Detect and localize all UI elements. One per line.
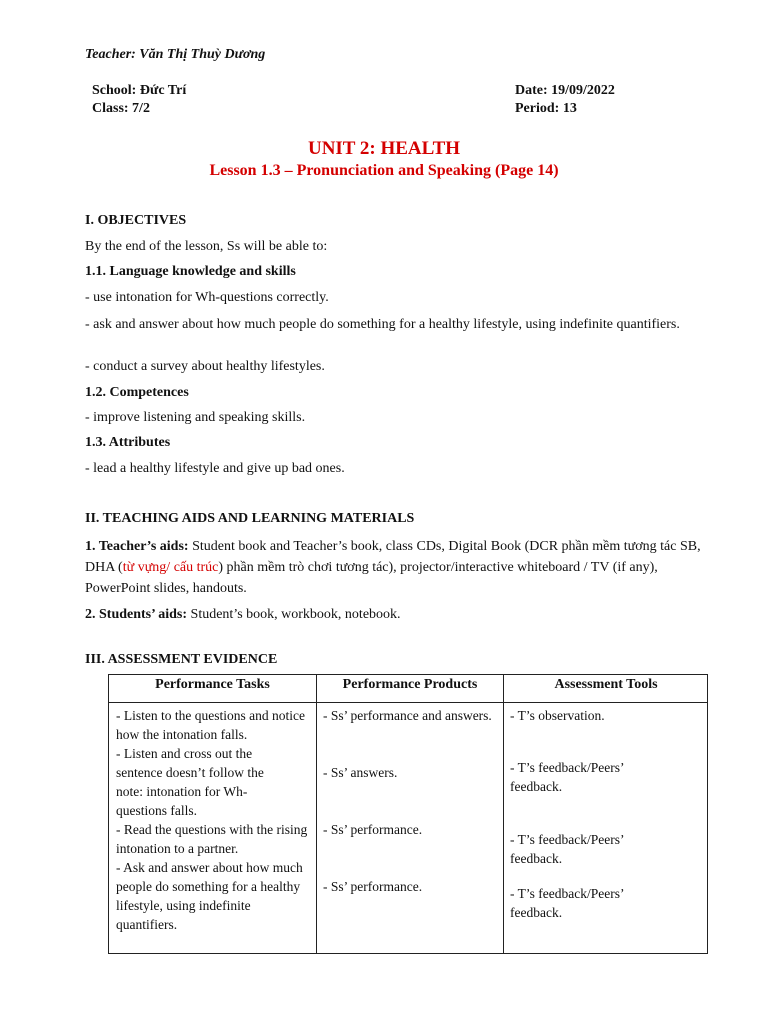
objective-item: - conduct a survey about healthy lifestyles.	[85, 359, 325, 374]
unit-title: UNIT 2: HEALTH	[307, 138, 461, 159]
attribute-item: - lead a healthy lifestyle and give up bad ones.	[85, 461, 345, 476]
class-name: Class: 7/2	[92, 101, 150, 116]
school-name: School: Đức Trí	[92, 83, 187, 98]
column-header-tools: Assessment Tools	[554, 677, 658, 692]
table-cell-task: - Listen to the questions and notice how the intonation falls.	[116, 708, 305, 742]
teacher-aids-paragraph	[85, 536, 715, 599]
table-column-divider	[316, 675, 317, 953]
students-aids-paragraph	[85, 604, 715, 625]
teacher-name: Teacher: Văn Thị Thuỳ Dương	[85, 47, 266, 62]
lesson-date: Date: 19/09/2022	[515, 83, 615, 98]
objective-item: - use intonation for Wh-questions correctly.	[85, 290, 329, 305]
table-cell-task: - Listen and cross out the sentence doesn’t follow the note: intonation for Wh-questions falls.	[116, 746, 264, 818]
assessment-table	[108, 674, 708, 954]
table-cell-product: - Ss’ answers.	[323, 765, 398, 780]
lesson-period: Period: 13	[515, 101, 577, 116]
teacher-aids-highlight: từ vựng/ cấu trúc	[122, 560, 219, 575]
language-skills-heading: 1.1. Language knowledge and skills	[85, 264, 296, 279]
column-header-products: Performance Products	[342, 677, 478, 692]
lesson-title: Lesson 1.3 – Pronunciation and Speaking (Page 14)	[209, 162, 559, 179]
table-header-divider	[109, 702, 707, 703]
students-aids-label: 2. Students’ aids:	[85, 607, 188, 622]
column-header-tasks: Performance Tasks	[155, 677, 270, 692]
table-cell-tool: - T’s observation.	[510, 708, 605, 723]
competence-item: - improve listening and speaking skills.	[85, 410, 306, 425]
table-cell-product: - Ss’ performance.	[323, 879, 423, 894]
objectives-heading: I. OBJECTIVES	[85, 213, 187, 228]
table-column-divider	[503, 675, 504, 953]
assessment-heading: III. ASSESSMENT EVIDENCE	[85, 652, 278, 667]
objective-item: - ask and answer about how much people do something for a healthy lifestyle, using indefinite quantifiers.	[85, 317, 680, 332]
table-cell-product: - Ss’ performance and answers.	[323, 708, 492, 723]
students-aids-text: Student’s book, workbook, notebook.	[187, 607, 401, 622]
table-cell-task: - Ask and answer about how much people do something for a healthy lifestyle, using indefinite quantifiers.	[116, 860, 303, 932]
objectives-intro: By the end of the lesson, Ss will be able to:	[85, 239, 328, 254]
attributes-heading: 1.3. Attributes	[85, 435, 171, 450]
teacher-aids-label: 1. Teacher’s aids:	[85, 539, 189, 554]
teacher-aids-text: Student book and Teacher’s book, class CDs, Digital Book (DCR phần mềm tương tác SB, DHA (	[85, 539, 701, 575]
competences-heading: 1.2. Competences	[85, 385, 189, 400]
table-cell-tool: - T’s feedback/Peers’ feedback.	[510, 832, 624, 866]
table-cell-task: - Read the questions with the rising intonation to a partner.	[116, 822, 308, 856]
table-cell-product: - Ss’ performance.	[323, 822, 423, 837]
teacher-aids-text-continued: ) phần mềm trò chơi tương tác), projector/interactive whiteboard / TV (if any), PowerPoint slides, handouts.	[85, 560, 658, 596]
table-cell-tool: - T’s feedback/Peers’ feedback.	[510, 886, 624, 920]
table-cell-tool: - T’s feedback/Peers’ feedback.	[510, 760, 624, 794]
teaching-aids-heading: II. TEACHING AIDS AND LEARNING MATERIALS	[85, 511, 415, 526]
